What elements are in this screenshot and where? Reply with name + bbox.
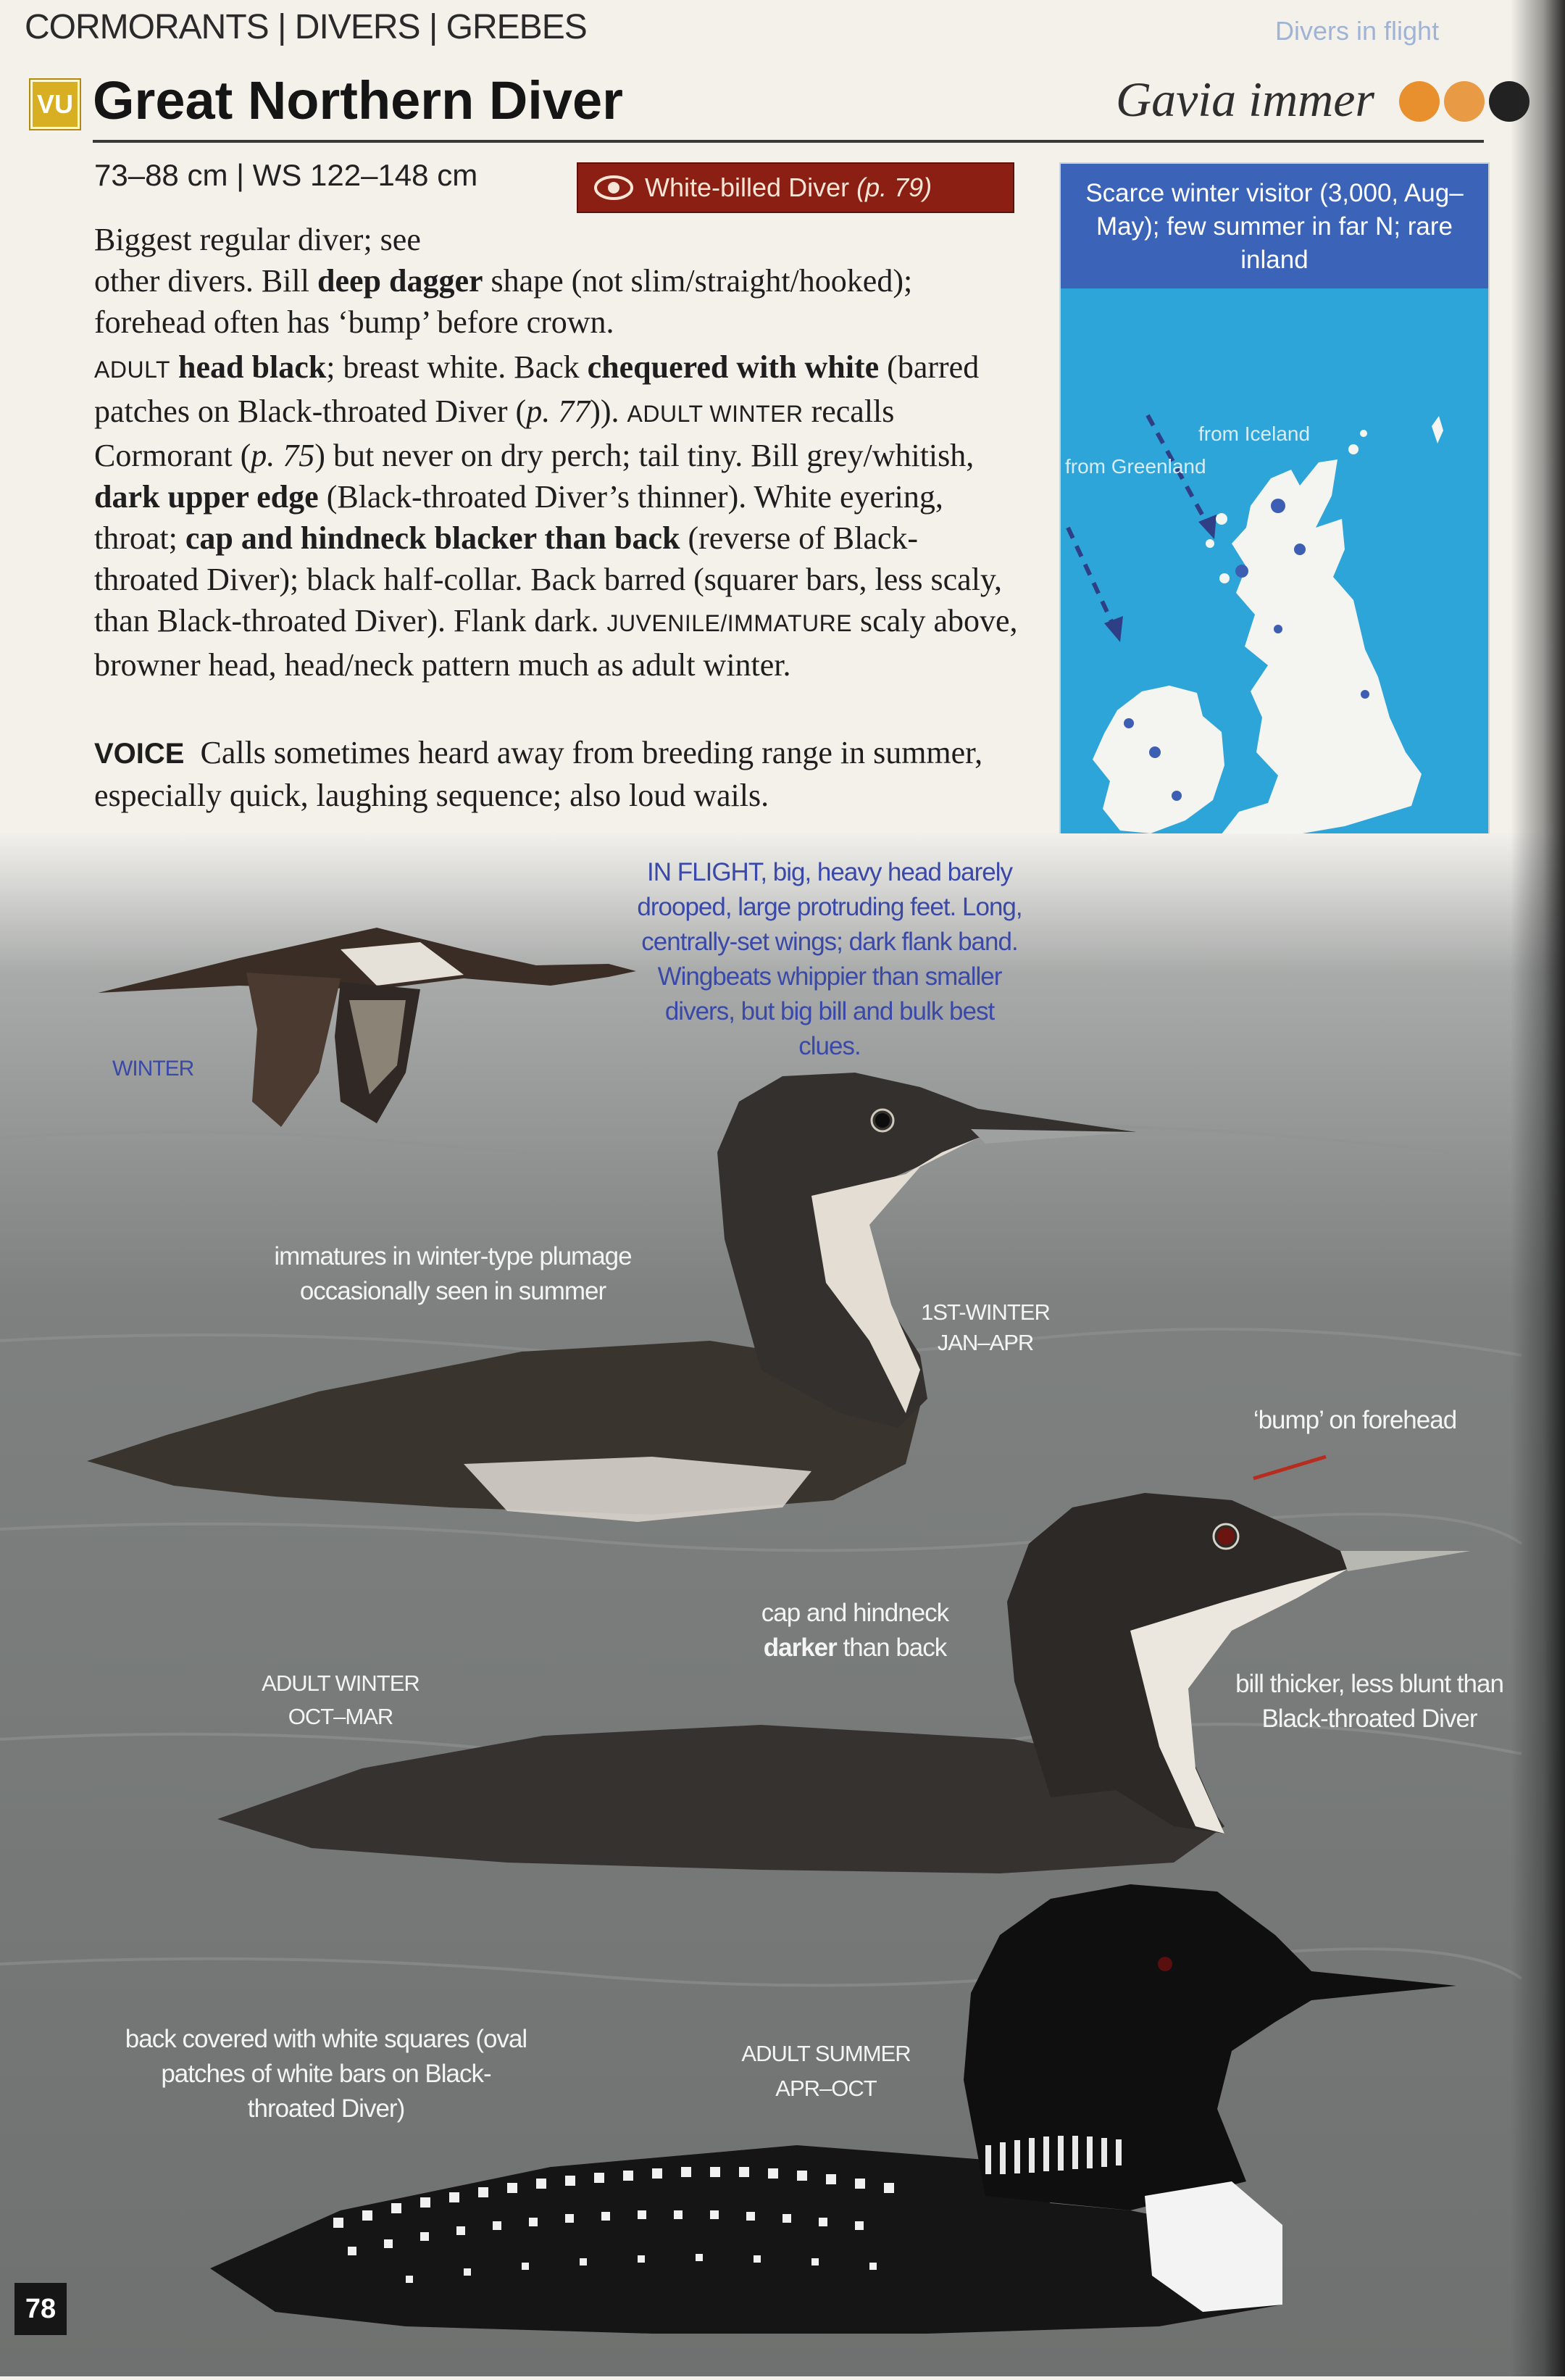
age-label: ADULT — [94, 357, 171, 383]
rarity-dot-icon — [1444, 81, 1485, 122]
flying-diver-image — [98, 928, 636, 1127]
voice-paragraph: VOICE Calls sometimes heard away from breeding range in summer, especially quick, laughing sequence; also loud wails. — [94, 735, 983, 813]
caption-in-flight: IN FLIGHT, big, heavy head barely drooped, large protruding feet. Long, centrally-set wings; dark flank band. Wingbeats whippier than smaller divers, but big bill and bulk best clues. — [637, 858, 1022, 1060]
species-name: Great Northern Diver — [93, 70, 623, 130]
book-fold-shadow — [1511, 0, 1565, 2376]
caption-back-squares: back covered with white squares (oval patches of white bars on Black-throated Diver) — [125, 2025, 527, 2123]
map-arrow-label: from Iceland — [1198, 423, 1311, 445]
age-label: ADULT WINTER — [627, 401, 804, 427]
header-rule — [93, 140, 1484, 143]
conservation-status-badge: VU — [30, 80, 80, 129]
uk-ireland-map-icon — [1061, 288, 1488, 868]
caption-bill-thicker: bill thicker, less blunt than Black-throated Diver — [1235, 1670, 1503, 1733]
intro-paragraph: Biggest regular diver; see other divers. Bill deep dagger shape (not slim/straight/hooked); forehead often has ‘bump’ before crown. — [94, 222, 913, 340]
eye-icon — [593, 173, 635, 202]
voice-label: VOICE — [94, 738, 185, 770]
measurements: 73–88 cm | WS 122–148 cm — [94, 158, 478, 192]
caption-bump: ‘bump’ on forehead — [1253, 1406, 1457, 1434]
map-sea — [1061, 288, 1488, 868]
rarity-indicator — [1395, 81, 1529, 122]
age-label: JUVENILE/IMMATURE — [606, 610, 853, 636]
caption-adult-winter: ADULT WINTER OCT–MAR — [262, 1670, 420, 1729]
plumage-description: ADULT head black; breast white. Back chequered with white (barred patches on Black-throated Diver (p. 77)). ADULT WINTER recalls Cormorant (p. 75) but never on dry perch; tail tiny. Bill grey/whitish, dark upper edge (Black-throated Diver’s thinner). White eyering, throat; cap and hindneck blacker than back (reverse of Black-throated Diver); black half-collar. Back barred (squarer bars, less scaly, than Black-throated Diver). Flank dark. JUVENILE/IMMATURE scaly above, browner head, head/neck pattern much as adult winter. — [94, 349, 1018, 683]
similar-species-link[interactable] — [577, 162, 1014, 213]
similar-species-label: White-billed Diver — [645, 172, 850, 202]
map-arrow-label: from Greenland — [1065, 455, 1206, 478]
page-number: 78 — [14, 2283, 67, 2335]
caption-first-winter: 1ST-WINTER JAN–APR — [921, 1299, 1050, 1355]
rarity-dot-icon — [1399, 81, 1440, 122]
caption-immatures: immatures in winter-type plumage occasionally seen in summer — [274, 1242, 632, 1305]
map-status-text: Scarce winter visitor (3,000, Aug–May); few summer in far N; rare inland — [1061, 164, 1488, 288]
caption-cap-hindneck: cap and hindneck darker than back — [761, 1599, 949, 1662]
caption-adult-summer: ADULT SUMMER APR–OCT — [741, 2041, 911, 2101]
page-reference: p. 75 — [251, 438, 315, 473]
similar-species-page-ref: (p. 79) — [856, 172, 932, 202]
running-header: Divers in flight — [1275, 16, 1440, 46]
scientific-name: Gavia immer — [1116, 72, 1374, 127]
section-header: CORMORANTS | DIVERS | GREBES — [25, 8, 587, 46]
photo-area — [0, 833, 1565, 2376]
page-reference: p. 77 — [526, 394, 590, 429]
caption-winter: WINTER — [112, 1057, 194, 1081]
